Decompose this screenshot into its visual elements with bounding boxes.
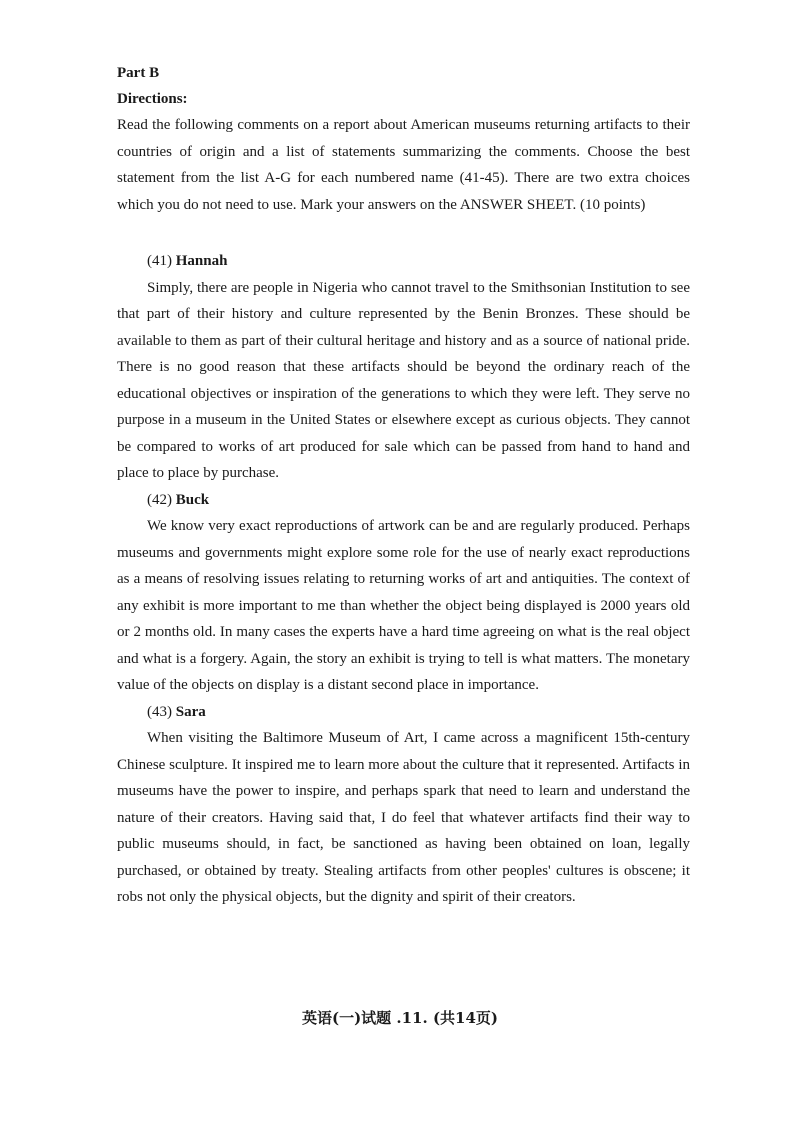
comment-buck [117,487,690,699]
comment-text: Simply, there are people in Nigeria who cannot travel to the Smithsonian Institution to see that part of their history and culture represented by the Benin Bronzes. These should be available to them as part of their cultural heritage and history and as a source of national pride. There is no good reason that these artifacts should be beyond the ordinary reach of the educational objectives or inspiration of the generations to which they were left. They serve no purpose in a museum in the United States or elsewhere except as curious objects. They cannot be compared to works of art produced for sale which can be passed from hand to hand and place to place by purchase. [117,279,690,481]
directions-label: Directions: [117,91,188,107]
exam-page [117,60,690,911]
comment-text: When visiting the Baltimore Museum of Art, I came across a magnificent 15th-century Chinese sculpture. It inspired me to learn more about the culture that it represented. Artifacts in museums have the power to inspire, and perhaps spark that need to learn and understand the nature of their creators. Having said that, I do feel that whatever artifacts find their way to public museums should, in fact, be sanctioned as having been obtained on loan, legally purchased, or obtained by treaty. Stealing artifacts from other peoples' cultures is obscene; it robs not only the physical objects, but the dignity and spirit of their creators. [117,730,690,905]
commenter-name: Sara [175,703,206,720]
comment-sara [117,699,690,911]
comment-heading [117,699,690,726]
comment-heading [117,487,690,514]
comment-hannah [117,248,690,487]
section-gap [117,218,690,248]
part-title: Part B [117,65,160,81]
commenter-name: Hannah [175,253,228,269]
comment-number: (43) [147,703,172,720]
commenter-name: Buck [175,491,210,508]
comment-heading [117,248,690,275]
comment-text: We know very exact reproductions of artwork can be and are regularly produced. Perhaps museums and governments might explore some role for the use of nearly exact reproductions as a means of resolving issues relating to returning works of art and antiquities. The context of any exhibit is more important to me than whether the object being displayed is 2000 years old or 2 months old. In many cases the experts have a hard time agreeing on what is the real object and what is a forgery. Again, the story an exhibit is trying to tell is what matters. The monetary value of the objects on display is a distant second place in importance. [117,518,690,693]
comment-number: (42) [147,491,172,508]
directions-text: Read the following comments on a report about American museums returning artifacts to their countries of origin and a list of statements summarizing the comments. Choose the best statement from the list A-G for each numbered name (41-45). There are two extra choices which you do not need to use. Mark your answers on the ANSWER SHEET. (10 points) [117,117,690,213]
comment-number: (41) [147,253,172,269]
page-footer: 英语(一)试题 .11. (共14页) [301,1009,499,1027]
